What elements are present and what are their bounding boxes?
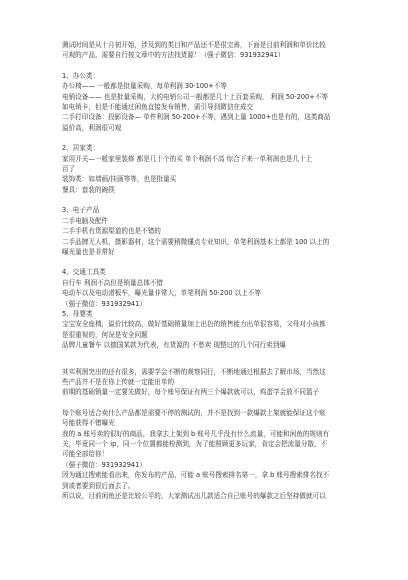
text-line: 曝光量也是非常好: [62, 247, 115, 256]
paragraph-line: 每个账号适合卖什么产品都是需要不停的测试的，并不是找到一款爆款上架就能保证这个账: [62, 408, 326, 417]
text-line: 宝宝安全座椅，溢价比较高，做好基础销量加上出色的销售能力出单很容易，父母对小孩都: [62, 320, 326, 329]
text-line: 自行车 利润不高但是销量总体不错: [62, 278, 164, 287]
intro-line: 测试时间是从十月初开始，涉及到的类目和产品还不是很完善，下面是目前利润和单价比较: [62, 41, 326, 49]
text-line: 百了: [62, 165, 76, 174]
section-title: 2、居家类：: [62, 144, 100, 153]
text-line: 家用开关—一般家里装修 都是几十个的买 单个利润不高 综合下来一单利润也是几十上: [62, 154, 313, 163]
paragraph-line: 我的 a 账号卖的很好的商品，我拿去上架到 b 账号几乎没有什么流量，可能和闲鱼的规则有: [62, 429, 330, 438]
text-line: 品牌儿童餐车 以德国某款为代表，有货源的 不愁卖 现整过的几个同行卖到爆: [62, 341, 286, 350]
text-line: 餐具：套装的碗筷: [62, 185, 115, 194]
paragraph-line: 因为通过搜索能看出来，你发布的产品，可能 a 账号搜索排名第一，拿 b 账号搜索排名找不: [62, 471, 330, 480]
paragraph-line: 可能全部给你！: [62, 450, 109, 459]
text-line: 是很重视的，何况是安全问题: [62, 330, 148, 339]
text-line: 二手品牌无人机，摄影器材，这个需要稍微懂点专业知识，单笔利润基本上都是 100 以上的: [62, 237, 330, 246]
paragraph-line: 关，毕竟同一个 ip，同一个位置都能检测到，为了能照顾更多玩家，肯定会把流量分散，不: [62, 440, 328, 448]
paragraph-line: 到或者要到很后面去了。: [62, 481, 135, 490]
section-title: 3、电子产品: [62, 206, 100, 215]
paragraph-line: （强子微信：931932941）: [62, 460, 146, 469]
section-title: 1、办公类：: [62, 71, 100, 80]
section-title: 5、母婴类: [62, 309, 93, 318]
paragraph-line: 其实利润突出的还有很多，需要学会不断的观察同行，不断地通过根据去了解市场，当然这: [62, 367, 326, 376]
intro-line: 可观的产品，需要自行按文章中的方法找货源！（强子微信：931932941）: [62, 51, 285, 60]
text-line: 二手手机有货源渠道的也是不错的: [62, 227, 161, 236]
section-title: 4、交通工具类: [62, 268, 106, 277]
text-line: 溢价高，利润很可观: [62, 123, 122, 132]
paragraph-line: 号能获得不错曝光: [62, 419, 115, 428]
text-line: （强子微信：931932941）: [62, 299, 146, 308]
text-line: 电销设备—— 也是批量采购，大的电销公司一般都是几十上百套采购， 利润 50-200+不等: [62, 92, 328, 101]
text-line: 办公椅—— 一般都是批量采购，每单利润 30-100+不等: [62, 82, 227, 91]
paragraph-line: 些产品并不是在你上传就一定能出单的: [62, 377, 175, 386]
paragraph-line: 所以说，目前闲鱼还是比较公平的，大家测试出几款适合自己账号的爆款之后坚持做就可以: [62, 492, 326, 501]
paragraph-line: 前期的基础销量一定要先做好，每个账号保证有两三个爆款就可以，鸡蛋学会放不同篮子: [62, 388, 320, 397]
text-line: 电动车以及电动滑板车，曝光量非常大，单笔利润 50-200 以上不等: [62, 289, 261, 298]
text-line: 如电销卡，但是不能通过闲鱼直接发布销售，需引导到微信在成交: [62, 103, 254, 112]
text-line: 二手电脑及配件: [62, 216, 109, 225]
text-line: 装饰类：如墙画/挂画等等，也是批量买: [62, 175, 177, 184]
text-line: 二手打印设备：投影设备— 单件利润 50-200+不等，遇到上量 1000+也是有的，这类商品: [62, 113, 331, 122]
